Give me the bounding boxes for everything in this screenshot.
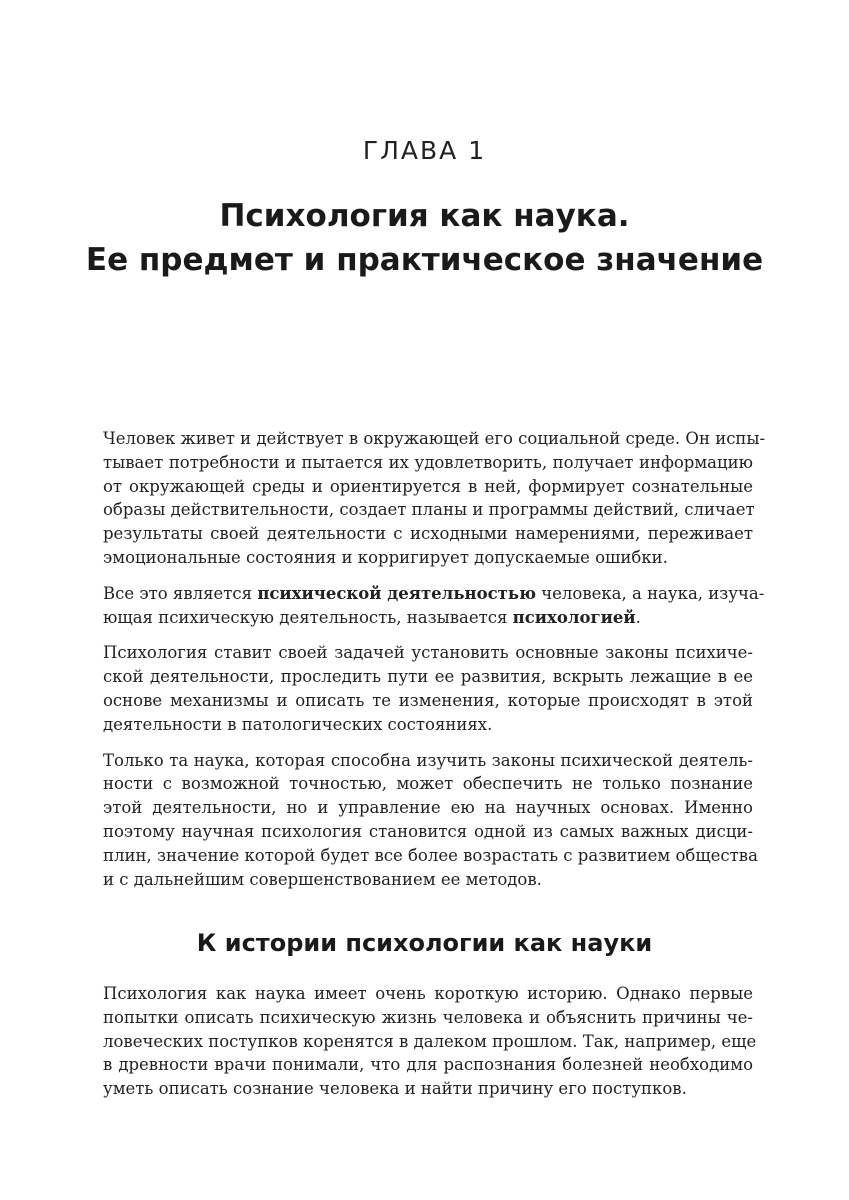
text-line: плин, значение которой будет все более возрастать с развитием общества [103, 845, 758, 865]
paragraph-4 [103, 749, 758, 892]
paragraph-1 [103, 427, 766, 570]
text-line: тывает потребности и пытается их удовлетворить, получает информацию [103, 452, 753, 472]
chapter-title-line-2: Ее предмет и практическое значение [85, 242, 764, 278]
text-line: Только та наука, которая способна изучить законы психической деятель- [103, 750, 753, 770]
text-line: поэтому научная психология становится одной из самых важных дисци- [103, 821, 753, 841]
chapter-label: ГЛАВА 1 [362, 136, 487, 165]
text-line: этой деятельности, но и управление ею на научных основах. Именно [103, 798, 753, 818]
text-line [103, 606, 753, 630]
section-text [103, 982, 757, 1113]
paragraph-2 [103, 582, 765, 630]
text-line: результаты своей деятельности с исходными намерениями, переживает [103, 524, 753, 544]
chapter-intro-text [103, 427, 766, 903]
text-line: ности с возможной точностью, может обеспечить не только познание [103, 774, 753, 794]
text-line: Человек живет и действует в окружающей его социальной среде. Он испы- [103, 429, 766, 448]
text-line: от окружающей среды и ориентируется в ней, формирует сознательные [103, 476, 753, 496]
section-heading: К истории психологии как науки [196, 929, 653, 957]
text-line: образы действительности, создает планы и программы действий, сличает [103, 500, 755, 520]
text-line: попытки описать психическую жизнь человека и объяснить причины че- [103, 1007, 753, 1027]
chapter-title-line-1: Психология как наука. [219, 198, 630, 234]
text-line: в древности врачи понимали, что для распознания болезней необходимо [103, 1055, 753, 1075]
section-paragraph-1 [103, 982, 757, 1101]
text-line: ской деятельности, проследить пути ее развития, вскрыть лежащие в ее [103, 667, 753, 687]
text-line: уметь описать сознание человека и найти причину его поступков. [103, 1079, 687, 1099]
text-run: . [635, 607, 641, 627]
text-line: деятельности в патологических состояниях. [103, 714, 493, 734]
paragraph-3 [103, 641, 753, 736]
text-line [103, 582, 765, 606]
text-run: Все это является [103, 583, 258, 603]
text-run: ющая психическую деятельность, называется [103, 607, 513, 627]
chapter-title [0, 194, 849, 282]
term-psychology: психологией [512, 607, 636, 627]
text-line: и с дальнейшим совершенствованием ее методов. [103, 869, 542, 889]
text-line: эмоциональные состояния и корригирует допускаемые ошибки. [103, 547, 668, 567]
text-line: ловеческих поступков коренятся в далеком прошлом. Так, например, еще [103, 1031, 757, 1051]
term-psychic-activity: психической деятельностью [257, 583, 536, 603]
text-line: Психология ставит своей задачей установить основные законы психиче- [103, 643, 753, 663]
text-line: Психология как наука имеет очень короткую историю. Однако первые [103, 984, 753, 1003]
text-run: человека, а наука, изуча- [535, 583, 765, 603]
text-line: основе механизмы и описать те изменения, которые происходят в этой [103, 690, 753, 710]
